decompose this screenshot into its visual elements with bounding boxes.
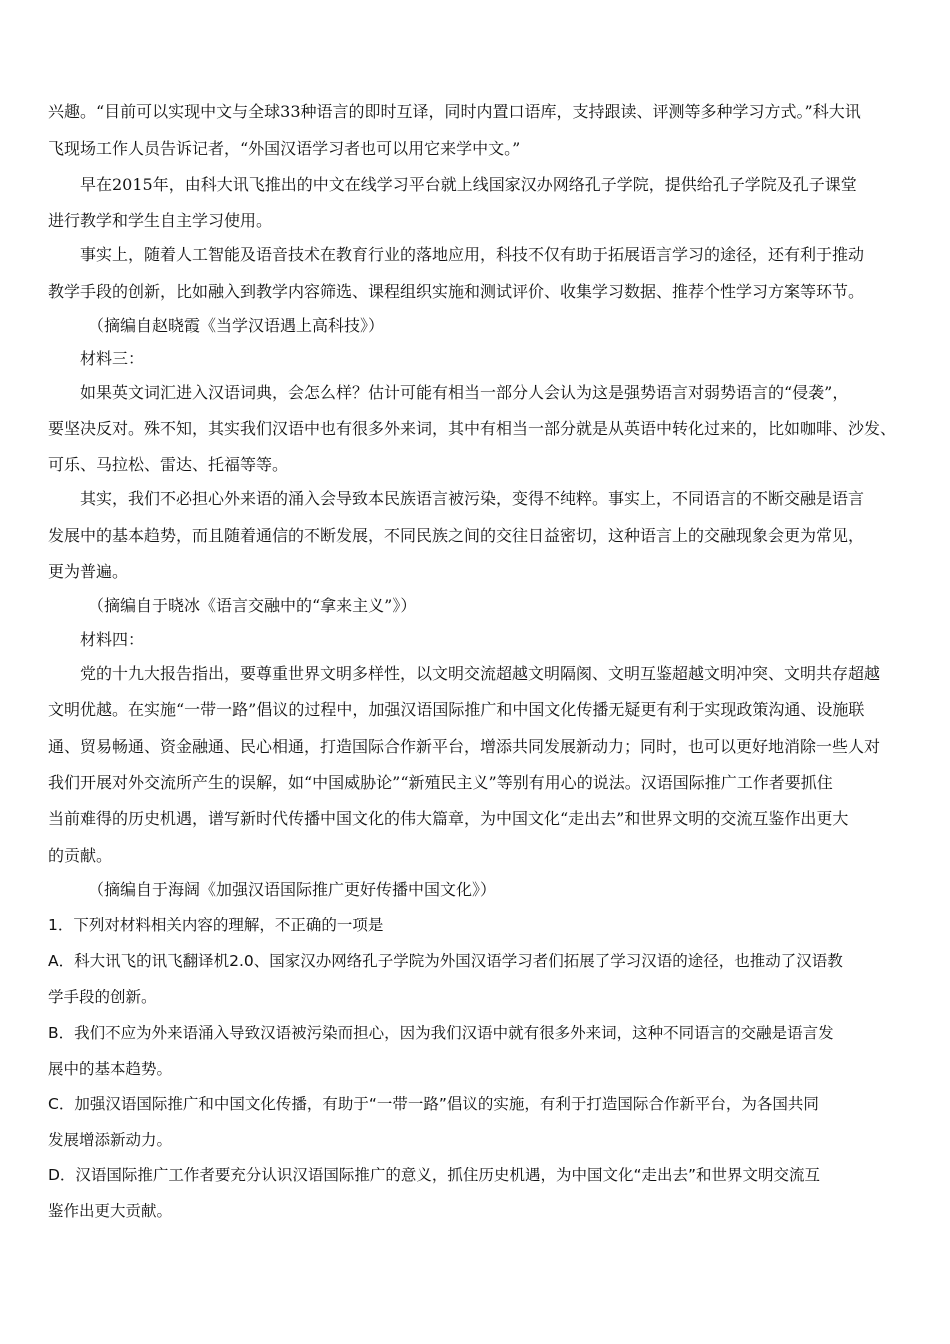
paragraph-line: 进行教学和学生自主学习使用。 xyxy=(48,211,273,230)
option-b-cont: 展中的基本趋势。 xyxy=(48,1060,173,1078)
paragraph-line: 飞现场工作人员告诉记者，“外国汉语学习者也可以用它来学中文。” xyxy=(48,139,521,158)
section-heading: 材料三： xyxy=(80,349,145,368)
option-a: A．科大讯飞的讯飞翻译机2.0、国家汉办网络孔子学院为外国汉语学习者们拓展了学习汉语的途径，也推动了汉语教 xyxy=(48,952,843,970)
option-c-cont: 发展增添新动力。 xyxy=(48,1131,173,1149)
paragraph-line: 的贡献。 xyxy=(48,846,113,865)
source-citation: （摘编自于晓冰《语言交融中的“拿来主义”》） xyxy=(88,596,417,615)
paragraph-line: 如果英文词汇进入汉语词典，会怎么样？估计可能有相当一部分人会认为这是强势语言对弱势语言的“侵袭”， xyxy=(80,383,849,402)
paragraph-line: 其实，我们不必担心外来语的涌入会导致本民族语言被污染，变得不纯粹。事实上，不同语言的不断交融是语言 xyxy=(80,489,865,508)
section-heading: 材料四： xyxy=(80,630,145,649)
paragraph-line: 我们开展对外交流所产生的误解，如“中国威胁论”“新殖民主义”等别有用心的说法。汉语国际推广工作者要抓住 xyxy=(48,773,833,792)
paragraph-line: 当前难得的历史机遇，谱写新时代传播中国文化的伟大篇章，为中国文化“走出去”和世界文明的交流互鉴作出更大 xyxy=(48,809,849,828)
paragraph-line: 可乐、马拉松、雷达、托福等等。 xyxy=(48,455,289,474)
paragraph-line: 早在2015年，由科大讯飞推出的中文在线学习平台就上线国家汉办网络孔子学院，提供给孔子学院及孔子课堂 xyxy=(80,175,857,194)
source-citation: （摘编自于海阔《加强汉语国际推广更好传播中国文化》） xyxy=(88,880,497,899)
paragraph-line: 事实上，随着人工智能及语音技术在教育行业的落地应用，科技不仅有助于拓展语言学习的途径，还有利于推动 xyxy=(80,245,865,264)
question-stem: 1．下列对材料相关内容的理解，不正确的一项是 xyxy=(48,916,384,934)
paragraph-line: 要坚决反对。殊不知，其实我们汉语中也有很多外来词，其中有相当一部分就是从英语中转化过来的，比如咖啡、沙发、 xyxy=(48,419,897,438)
paragraph-line: 更为普遍。 xyxy=(48,562,129,581)
option-a-cont: 学手段的创新。 xyxy=(48,988,157,1006)
source-citation: （摘编自赵晓霞《当学汉语遇上高科技》） xyxy=(88,316,385,335)
option-d: D．汉语国际推广工作者要充分认识汉语国际推广的意义，抓住历史机遇，为中国文化“走出去”和世界文明交流互 xyxy=(48,1166,820,1184)
paragraph-line: 发展中的基本趋势，而且随着通信的不断发展，不同民族之间的交往日益密切，这种语言上的交融现象会更为常见， xyxy=(48,526,865,545)
option-d-cont: 鉴作出更大贡献。 xyxy=(48,1202,173,1220)
option-c: C．加强汉语国际推广和中国文化传播，有助于“一带一路”倡议的实施，有利于打造国际合作新平台，为各国共同 xyxy=(48,1095,819,1113)
paragraph-line: 教学手段的创新，比如融入到教学内容筛选、课程组织实施和测试评价、收集学习数据、推荐个性学习方案等环节。 xyxy=(48,282,865,301)
paragraph-line: 兴趣。“目前可以实现中文与全球33种语言的即时互译，同时内置口语库，支持跟读、评测等多种学习方式。”科大讯 xyxy=(48,102,861,121)
paragraph-line: 党的十九大报告指出，要尊重世界文明多样性，以文明交流超越文明隔阂、文明互鉴超越文明冲突、文明共存超越 xyxy=(80,664,881,683)
option-b: B．我们不应为外来语涌入导致汉语被污染而担心，因为我们汉语中就有很多外来词，这种不同语言的交融是语言发 xyxy=(48,1024,834,1042)
paragraph-line: 通、贸易畅通、资金融通、民心相通，打造国际合作新平台，增添共同发展新动力；同时，也可以更好地消除一些人对 xyxy=(48,737,881,756)
paragraph-line: 文明优越。在实施“一带一路”倡议的过程中，加强汉语国际推广和中国文化传播无疑更有利于实现政策沟通、设施联 xyxy=(48,700,865,719)
